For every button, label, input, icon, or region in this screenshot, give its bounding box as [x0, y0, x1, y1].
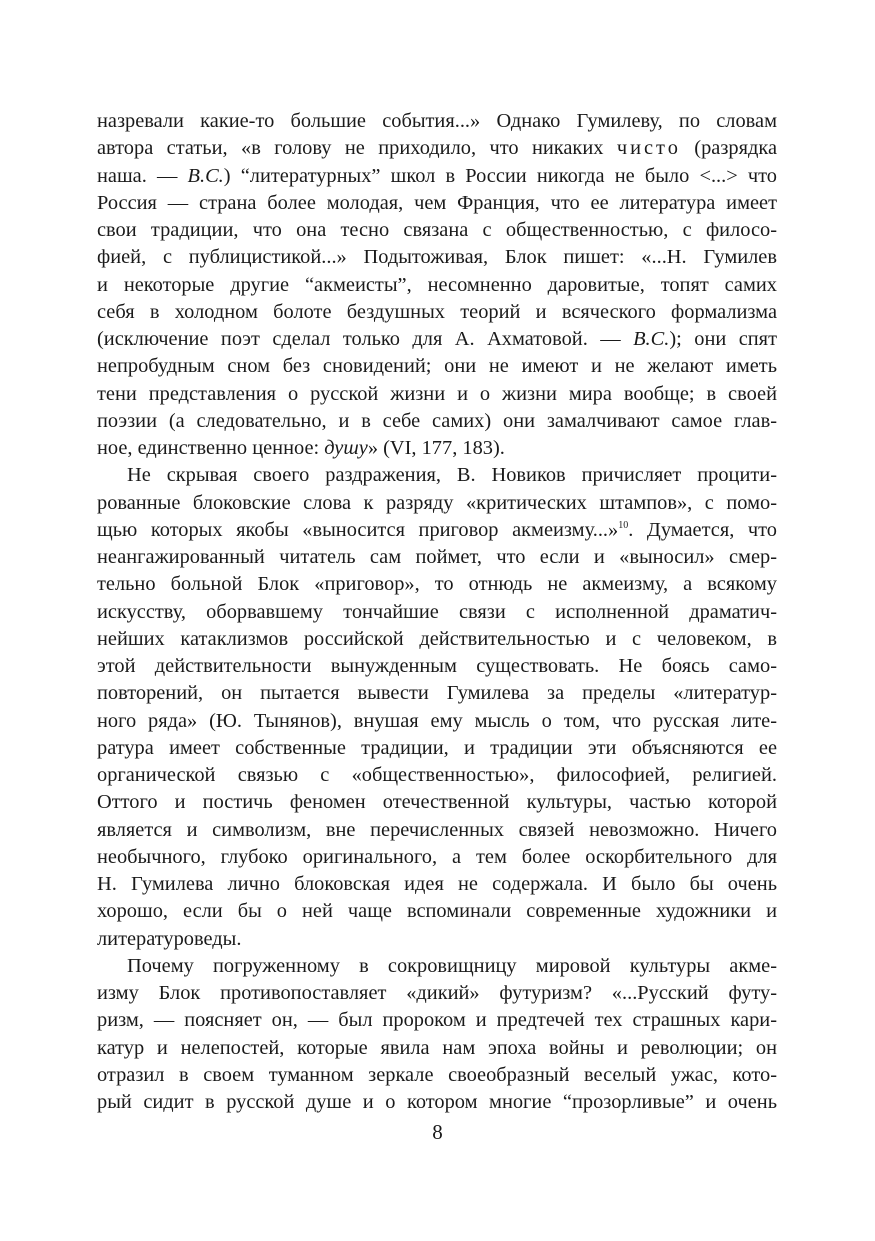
text-line — [97, 299, 777, 326]
text-run: тельно больной Блок «приговор», то отнюдь не акмеизму, а всякому — [97, 573, 777, 596]
text-run: Россия — страна более молодая, чем Франция, что ее литература имеет — [97, 191, 777, 214]
text-line — [97, 135, 777, 162]
text-run-end: ) “литературных” школ в России никогда не было <...> что — [223, 164, 777, 187]
text-run: рованные блоковские слова к разряду «критических штампов», с помо- — [97, 491, 777, 514]
text-line — [97, 653, 777, 680]
text-run: литературоведы. — [97, 927, 242, 950]
text-line — [97, 735, 777, 762]
text-line — [97, 326, 777, 353]
text-run: автора статьи, «в голову не приходило, что никаких — [97, 137, 617, 160]
text-run: Оттого и постичь феномен отечественной культуры, частью которой — [97, 791, 777, 814]
text-line — [97, 381, 777, 408]
text-run-end: » (VI, 177, 183). — [367, 437, 505, 459]
text-run: (исключение поэт сделал только для А. Ахматовой. — — [97, 328, 634, 350]
text-run-end: (разрядка — [680, 137, 777, 160]
text-run: Н. Гумилева лично блоковская идея не содержала. И было бы очень — [97, 873, 777, 895]
text-line — [97, 1089, 777, 1116]
text-line — [97, 844, 777, 871]
text-line — [97, 980, 777, 1007]
text-line — [97, 571, 777, 598]
text-run: наша. — — [97, 164, 188, 187]
text-run: тени представления о русской жизни и о жизни мира вообще; в своей — [97, 382, 777, 405]
text-run: свои традиции, что она тесно связана с общественностью, с филосо- — [97, 219, 777, 241]
text-run: фией, с публицистикой...» Подытоживая, Блок пишет: «...Н. Гумилев — [97, 246, 777, 269]
text-line — [97, 353, 777, 380]
text-run: отразил в своем туманном зеркале своеобразный веселый ужас, кото- — [97, 1063, 777, 1086]
text-run: щью которых якобы «выносится приговор акмеизму...» — [97, 518, 619, 541]
text-line — [97, 408, 777, 435]
text-run: неангажированный читатель сам поймет, что если и «выносил» смер- — [97, 546, 777, 568]
text-line — [97, 926, 777, 953]
text-run: необычного, глубоко оригинального, а тем более оскорбительного для — [97, 845, 777, 868]
text-line — [97, 626, 777, 653]
text-run: повторений, он пытается вывести Гумилева за пределы «литератур- — [97, 682, 777, 705]
text-run: и некоторые другие “акмеисты”, несомненно даровитые, топят самих — [97, 273, 777, 296]
text-line — [97, 217, 777, 244]
italic-run: В.С. — [187, 164, 224, 187]
text-line — [97, 599, 777, 626]
text-line — [97, 108, 777, 135]
text-line — [97, 680, 777, 707]
text-run: рый сидит в русской душе и о котором многие “прозорливые” и очень — [97, 1091, 777, 1113]
text-line — [97, 490, 777, 517]
text-line — [97, 871, 777, 898]
text-run: назревали какие-то большие события...» Однако Гумилеву, по словам — [97, 110, 777, 132]
text-run: хорошо, если бы о ней чаще вспоминали современные художники и — [97, 900, 777, 923]
text-line — [97, 544, 777, 571]
text-run: этой действительности вынужденным существовать. Не боясь само- — [97, 655, 777, 677]
italic-run: В.С. — [633, 328, 670, 350]
spaced-emphasis: чисто — [616, 137, 681, 160]
text-run: искусству, оборвавшему тончайшие связи с исполненной драматич- — [97, 600, 777, 623]
text-line — [97, 272, 777, 299]
footnote-ref: 10 — [618, 519, 629, 531]
text-run: изму Блок противопоставляет «дикий» футуризм? «...Русский футу- — [97, 982, 777, 1004]
text-run: Не скрывая своего раздражения, В. Новиков причисляет процити- — [127, 464, 777, 487]
text-line — [97, 1062, 777, 1089]
text-run: ное, единственно ценное: — [97, 437, 325, 459]
text-run-end: . Думается, что — [628, 518, 777, 541]
text-line — [97, 953, 777, 980]
text-run: ризм, — поясняет он, — был пророком и предтечей тех страшных кари- — [97, 1009, 777, 1032]
text-line — [97, 1035, 777, 1062]
text-line — [97, 789, 777, 816]
italic-run: душу — [324, 437, 368, 459]
text-run: себя в холодном болоте бездушных теорий и всяческого формализма — [97, 300, 777, 323]
text-run: поэзии (а следовательно, и в себе самих) они замалчивают самое глав- — [97, 409, 777, 432]
text-line — [97, 708, 777, 735]
text-run: ратура имеет собственные традиции, и традиции эти объясняются ее — [97, 736, 777, 759]
text-run: является и символизм, вне перечисленных связей невозможно. Ничего — [97, 818, 777, 841]
text-line — [97, 898, 777, 925]
body-text — [97, 108, 777, 1116]
text-line — [97, 1007, 777, 1034]
text-line — [97, 190, 777, 217]
text-line — [97, 244, 777, 271]
text-run: непробудным сном без сновидений; они не имеют и не желают иметь — [97, 355, 777, 378]
text-run: ного ряда» (Ю. Тынянов), внушая ему мысль о том, что русская лите- — [97, 709, 777, 732]
text-line — [97, 762, 777, 789]
text-line — [97, 163, 777, 190]
text-line — [97, 462, 777, 489]
text-run: органической связью с «общественностью», философией, религией. — [97, 764, 777, 786]
text-line — [97, 435, 777, 462]
text-line — [97, 817, 777, 844]
text-run: катур и нелепостей, которые явила нам эпоха войны и революции; он — [97, 1036, 777, 1059]
page-number: 8 — [432, 1120, 443, 1144]
text-run: Почему погруженному в сокровищницу мировой культуры акме- — [127, 954, 777, 977]
text-run-end: ); они спят — [669, 328, 777, 350]
text-run: нейших катаклизмов российской действительностью и с человеком, в — [97, 627, 777, 650]
text-line — [97, 517, 777, 544]
